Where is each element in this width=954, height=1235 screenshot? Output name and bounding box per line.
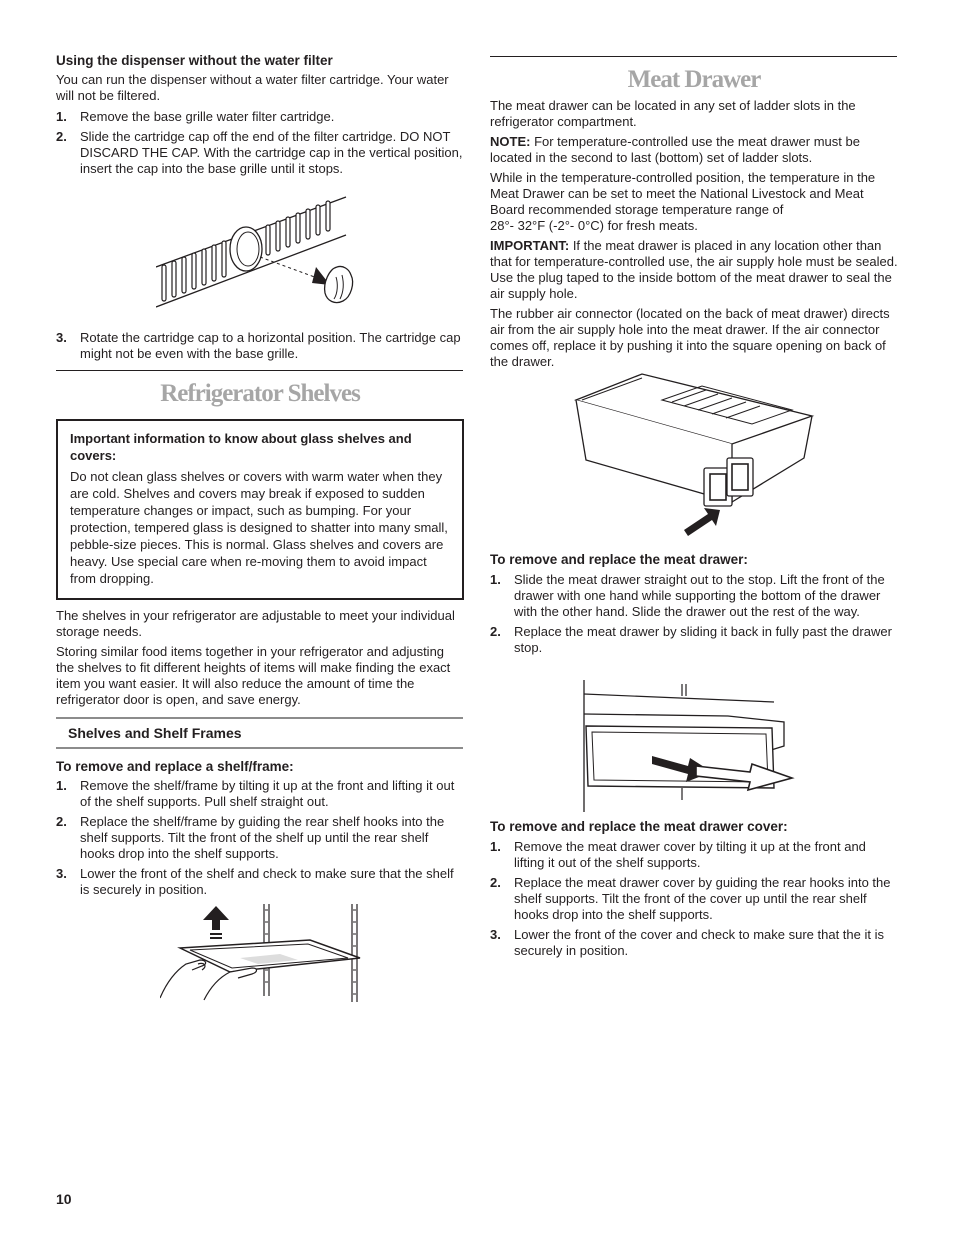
- shelves-para1: The shelves in your refrigerator are adjustable to meet your individual storage needs.: [56, 608, 455, 639]
- meat-para2a: While in the temperature-controlled position, the temperature in the Meat Drawer can be set to meet the National Livestock and Meat Board recommended storage temperature range of: [490, 170, 876, 217]
- shelves-para2: Storing similar food items together in your refrigerator and adjusting the shelves to fit different heights of items will make finding the exact item you want easier. It will also reduce the amount of time the refrigerator door is open, and save energy.: [56, 644, 451, 707]
- meat-drawer-back-illustration: [572, 370, 822, 540]
- meat-drawer-slide-illustration: [578, 676, 808, 816]
- step-number: 1.: [490, 572, 501, 587]
- cover-heading: To remove and replace the meat drawer cover:: [490, 819, 788, 834]
- step-text: Slide the meat drawer straight out to the stop. Lift the front of the drawer with one hand while supporting the bottom of the drawer with the other hand. Slide the drawer out the rest of the way.: [514, 572, 885, 619]
- step-text: Replace the meat drawer by sliding it back in fully past the drawer stop.: [514, 624, 892, 655]
- step-number: 1.: [56, 109, 67, 124]
- remove-shelf-heading: To remove and replace a shelf/frame:: [56, 759, 294, 774]
- step-number: 2.: [56, 129, 67, 144]
- important-text: If the meat drawer is placed in any location other than that for temperature-controlled use, the air supply hole must be sealed. Use the plug taped to the inside bottom of the meat drawer to seal the air supply hole.: [490, 238, 898, 301]
- important-box: [56, 419, 464, 600]
- important-label: IMPORTANT:: [490, 238, 570, 253]
- shelves-subheading: Shelves and Shelf Frames: [56, 717, 463, 749]
- section-divider: [56, 370, 463, 371]
- meat-para2b: 28°- 32°F (-2°- 0°C) for fresh meats.: [490, 218, 698, 233]
- step-number: 3.: [56, 330, 67, 345]
- step-text: Remove the shelf/frame by tilting it up at the front and lifting it out of the shelf supports. Pull shelf straight out.: [80, 778, 455, 809]
- section-divider: [490, 56, 897, 57]
- step-number: 3.: [490, 927, 501, 942]
- note-label: NOTE:: [490, 134, 531, 149]
- step-number: 2.: [490, 875, 501, 890]
- list-item: [56, 778, 464, 810]
- list-item: [490, 572, 898, 620]
- step-text: Remove the meat drawer cover by tilting it up at the front and lifting it out of the shelf supports.: [514, 839, 866, 870]
- step-text: Replace the shelf/frame by guiding the rear shelf hooks into the shelf supports. Tilt the front of the shelf up until the rear shelf hooks drop into the shelf supports.: [80, 814, 445, 861]
- step-text: Replace the meat drawer cover by guiding the rear hooks into the shelf supports. Tilt the front of the cover up until the rear shelf hooks drop into the shelf supports.: [514, 875, 891, 922]
- list-item: [56, 129, 464, 177]
- base-grille-illustration: [156, 195, 366, 315]
- list-item: [490, 927, 898, 959]
- step-text: Rotate the cartridge cap to a horizontal position. The cartridge cap might not be even with the base grille.: [80, 330, 461, 361]
- step-number: 1.: [490, 839, 501, 854]
- step-text: Remove the base grille water filter cartridge.: [80, 109, 335, 124]
- step-text: Lower the front of the cover and check to make sure that the it is securely in position.: [514, 927, 884, 958]
- list-item: [56, 814, 464, 862]
- note-text: For temperature-controlled use the meat drawer must be located in the second to last (bottom) set of ladder slots.: [490, 134, 860, 165]
- step-text: Slide the cartridge cap off the end of the filter cartridge. DO NOT DISCARD THE CAP. With the cartridge cap in the vertical position, insert the cap into the base grille until it stops.: [80, 129, 463, 176]
- meat-para3: The rubber air connector (located on the back of meat drawer) directs air from the air supply hole into the meat drawer. If the air connector comes off, replace it by pushing it into the square opening on back of the drawer.: [490, 306, 890, 369]
- list-item: [56, 109, 464, 125]
- drawer-heading: To remove and replace the meat drawer:: [490, 552, 748, 567]
- list-item: [490, 839, 898, 871]
- meat-drawer-title: Meat Drawer: [627, 66, 761, 93]
- step-number: 2.: [490, 624, 501, 639]
- list-item: [490, 624, 898, 656]
- list-item: [490, 875, 898, 923]
- list-item: [56, 866, 464, 898]
- shelves-title: Refrigerator Shelves: [160, 380, 360, 407]
- meat-important: [490, 238, 898, 302]
- dispenser-heading: Using the dispenser without the water filter: [56, 53, 333, 68]
- step-number: 1.: [56, 778, 67, 793]
- meat-para1: The meat drawer can be located in any set of ladder slots in the refrigerator compartment.: [490, 98, 856, 129]
- page-number: 10: [56, 1191, 72, 1207]
- step-number: 2.: [56, 814, 67, 829]
- dispenser-intro: You can run the dispenser without a water filter cartridge. Your water will not be filtered.: [56, 72, 449, 103]
- shelf-illustration: [160, 900, 370, 1005]
- list-item: [56, 330, 488, 362]
- box-heading: Important information to know about glass shelves and covers:: [70, 431, 412, 463]
- box-text: Do not clean glass shelves or covers with warm water when they are cold. Shelves and covers may break if exposed to sudden temperature changes or impact, such as bumping. For your protection, tempered glass is designed to shatter into many small, pebble-size pieces. This is normal. Glass shelves and covers are heavy. Use special care when re-moving them to avoid impact from dropping.: [70, 469, 448, 586]
- step-number: 3.: [56, 866, 67, 881]
- meat-note: [490, 134, 898, 166]
- step-text: Lower the front of the shelf and check to make sure that the shelf is securely in position.: [80, 866, 454, 897]
